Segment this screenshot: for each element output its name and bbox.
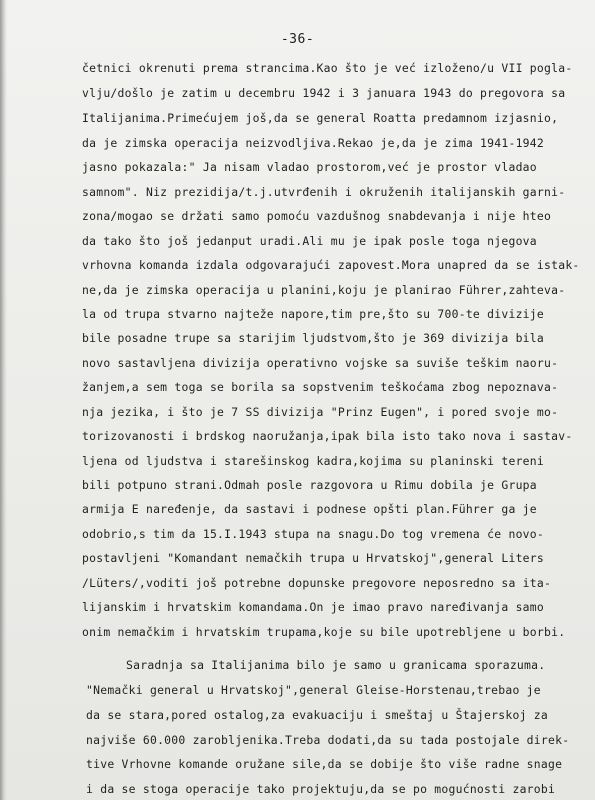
- text-line: armija E naređenje, da sastavi i podnese opšti plan.Führer ga je: [82, 502, 537, 516]
- text-line: novo sastavljena divizija operativno vojske sa suviše teškim naoru-: [82, 356, 559, 370]
- text-line: bile posadne trupe sa starijim ljudstvom,što je 369 divizija bila: [82, 331, 545, 345]
- text-line: i da se stoga operacije tako projektuju,da se po mogućnosti zarobi: [86, 782, 556, 796]
- text-line: odobrio,s tim da 15.I.1943 stupa na snagu.Do tog vremena će novo-: [82, 527, 545, 541]
- text-line: samnom". Niz prezidija/t.j.utvrđenih i okruženih italijanskih garni-: [82, 185, 566, 199]
- text-line: Saradnja sa Italijanima bilo je samo u granicama sporazuma.: [126, 658, 546, 672]
- text-line: Italijanima.Primećujem još,da se general Roatta predamnom izjasnio,: [82, 111, 559, 125]
- text-line: "Nemački general u Hrvatskoj",general Gleise-Horstenau,trebao je: [86, 683, 541, 697]
- text-line: bili potpuno strani.Odmah posle razgovora u Rimu dobila je Grupa: [82, 478, 537, 492]
- text-line: ljena od ljudstva i starešinskog kadra,kojima su planinski tereni: [82, 454, 545, 468]
- text-line: ne,da je zimska operacija u planini,koju je planirao Führer,zahteva-: [82, 283, 566, 297]
- text-line: žanjem,a sem toga se borila sa sopstvenim teškoćama zbog nepoznava-: [82, 380, 559, 394]
- text-line: lijanskim i hrvatskim komandama.On je imao pravo naređivanja samo: [82, 600, 545, 614]
- text-line: /Lüters/,voditi još potrebne dopunske pregovore neposredno sa ita-: [82, 576, 552, 590]
- text-line: jasno pokazala:" Ja nisam vladao prostorom,već je prostor vladao: [82, 160, 537, 174]
- scan-edge-shadow: [0, 0, 7, 800]
- text-line: la od trupa stvarno najteže napore,tim pre,što su 700-te divizije: [82, 307, 545, 321]
- text-line: da tako što još jedanput uradi.Ali mu je ipak posle toga njegova: [82, 234, 537, 248]
- text-line: četnici okrenuti prema strancima.Kao što je već izloženo/u VII pogla-: [82, 61, 573, 75]
- text-line: da je zimska operacija neizvodljiva.Rekao je,da je zima 1941-1942: [82, 136, 545, 150]
- text-line: zona/mogao se držati samo pomoću vazdušnog snabdevanja i nije hteo: [82, 209, 552, 223]
- text-line: tive Vrhovne komande oružane sile,da se dobije što više radne snage: [86, 757, 563, 771]
- page-number: -36-: [280, 32, 315, 47]
- text-line: da se stara,pored ostalog,za evakuaciju i smeštaj u Štajerskoj za: [86, 708, 549, 722]
- text-line: najviše 60.000 zarobljenika.Treba dodati,da su tada postojale direk-: [86, 733, 570, 747]
- text-line: vlju/došlo je zatim u decembru 1942 i 3 januara 1943 do pregovora sa: [82, 86, 566, 100]
- text-line: nja jezika, i što je 7 SS divizija "Prinz Eugen", i pored svoje mo-: [82, 405, 559, 419]
- text-line: onim nemačkim i hrvatskim trupama,koje su bile upotrebljene u borbi.: [82, 625, 566, 639]
- text-line: torizovanosti i brdskog naoružanja,ipak bila isto tako nova i sastav-: [82, 429, 573, 443]
- text-line: postavljeni "Komandant nemačkih trupa u Hrvatskoj",general Liters: [82, 551, 545, 565]
- text-line: vrhovna komanda izdala odgovarajući zapovest.Mora unapred da se istak-: [82, 258, 580, 272]
